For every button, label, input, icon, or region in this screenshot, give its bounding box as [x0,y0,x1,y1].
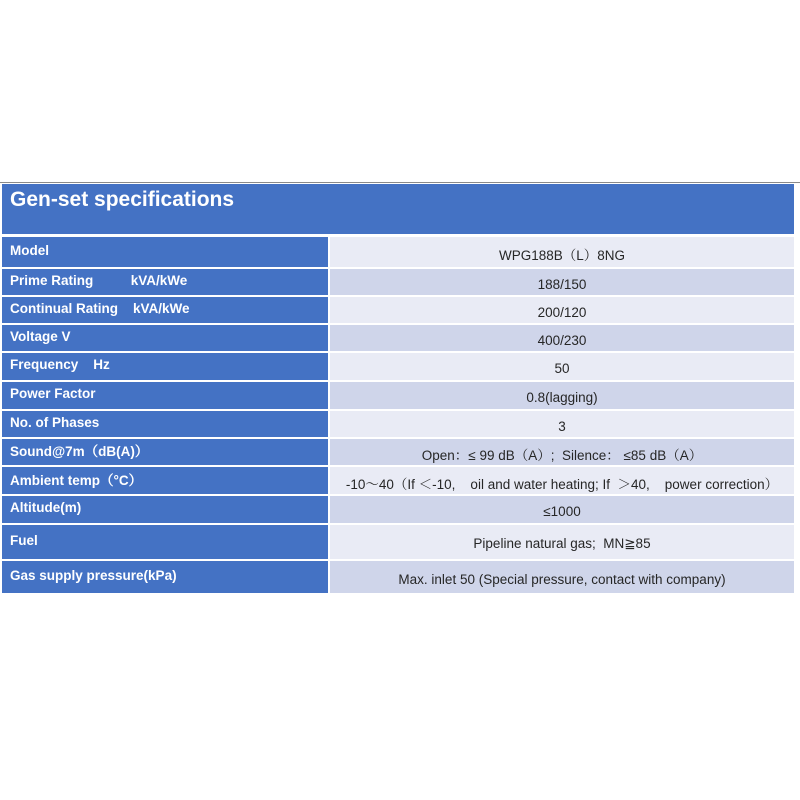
row-value: Open：≤ 99 dB（A）; Silence： ≤85 dB（A） [329,438,794,466]
row-value: 0.8(lagging) [329,381,794,410]
row-value: 400/230 [329,324,794,352]
row-label: Frequency Hz [2,352,329,381]
spec-sheet [2,184,794,595]
row-label: Altitude(m) [2,495,329,524]
row-value: 50 [329,352,794,381]
row-label: Ambient temp（°C） [2,466,329,495]
table-row-gas-pressure [2,560,794,594]
row-value: WPG188B（L）8NG [329,237,794,268]
row-value: 3 [329,410,794,438]
row-label: Fuel [2,524,329,560]
table-row-fuel [2,524,794,560]
row-value: Max. inlet 50 (Special pressure, contact with company) [329,560,794,594]
row-value: Pipeline natural gas; MN≧85 [329,524,794,560]
table-row-sound [2,438,794,466]
row-label: Model [2,237,329,268]
row-value: 188/150 [329,268,794,296]
table-row-phases [2,410,794,438]
row-label: Prime Rating kVA/kWe [2,268,329,296]
table-row-continual-rating [2,296,794,324]
row-label: Voltage V [2,324,329,352]
table-row-altitude [2,495,794,524]
row-value: ≤1000 [329,495,794,524]
row-label: Sound@7m（dB(A)） [2,438,329,466]
row-label: Power Factor [2,381,329,410]
table-row-voltage [2,324,794,352]
table-row-model [2,237,794,268]
row-label: No. of Phases [2,410,329,438]
table-row-frequency [2,352,794,381]
top-divider [0,182,800,183]
table-row-prime-rating [2,268,794,296]
row-label: Continual Rating kVA/kWe [2,296,329,324]
spec-table [2,237,794,595]
table-row-ambient-temp [2,466,794,495]
row-value: -10～40（If ＜-10, oil and water heating; If ＞40, power correction） [329,466,794,495]
row-value: 200/120 [329,296,794,324]
page-title: Gen-set specifications [2,184,794,234]
row-label: Gas supply pressure(kPa) [2,560,329,594]
table-row-power-factor [2,381,794,410]
